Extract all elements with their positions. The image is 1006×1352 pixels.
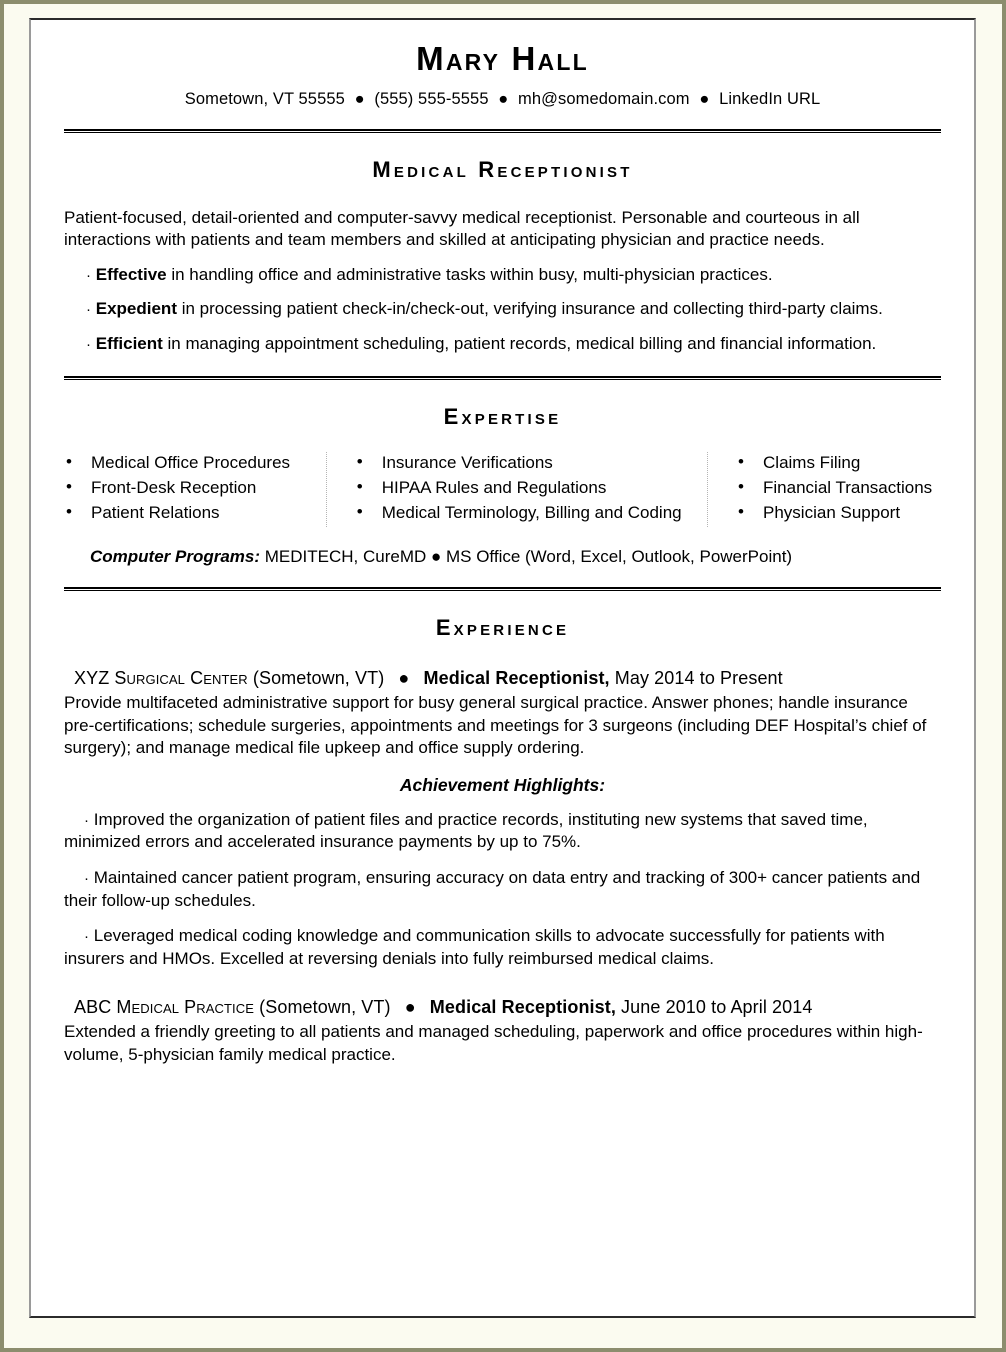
job-description: Provide multifaceted administrative support for busy general surgical practice. Answer phones; handle insurance pre-certifications; schedule surgeries, appointments and meetings for 3 surgeons (including DEF Hospital’s chief of surgery); and manage medical file upkeep and office supply ordering.	[64, 692, 927, 758]
resume-page	[29, 18, 976, 1318]
list-item: • Medical Terminology, Billing and Coding	[355, 502, 707, 524]
bullet-icon: ·	[84, 928, 89, 946]
list-item: • Front-Desk Reception	[64, 477, 316, 499]
expertise-column-1	[64, 452, 326, 527]
bullet-icon: ·	[84, 870, 89, 888]
job-title: Medical Receptionist,	[423, 667, 610, 688]
contact-phone: (555) 555-5555	[374, 89, 489, 108]
divider-expertise	[64, 587, 941, 591]
contact-location: Sometown, VT 55555	[184, 89, 345, 108]
job-separator-icon: ●	[404, 997, 416, 1018]
expertise-column-3	[707, 452, 941, 527]
summary-highlight-item	[64, 333, 941, 356]
list-item: • Medical Office Procedures	[64, 452, 316, 474]
expertise-column-2	[326, 452, 707, 527]
section-heading-expertise: Expertise	[443, 403, 562, 429]
summary-paragraph: Patient-focused, detail-oriented and computer-savvy medical receptionist. Personable and courteous in all interactions with patients and team members and skilled at anticipating physician and practice needs.	[64, 207, 860, 250]
computer-programs-value: MEDITECH, CureMD ● MS Office (Word, Excel, Outlook, PowerPoint)	[260, 546, 793, 566]
job-header	[64, 668, 941, 689]
list-item: • Physician Support	[736, 502, 941, 524]
computer-programs-line	[64, 547, 941, 567]
bullet-icon: ·	[86, 336, 91, 354]
list-item: • Claims Filing	[736, 452, 941, 474]
achievement-text: Improved the organization of patient files and practice records, instituting new systems that saved time, minimized errors and accelerated insurance payments by up to 75%.	[64, 809, 868, 852]
job-location: (Sometown, VT)	[252, 667, 385, 688]
job-dates: May 2014 to Present	[609, 667, 783, 688]
contact-separator-icon: ●	[498, 89, 509, 108]
job-location: (Sometown, VT)	[259, 997, 391, 1018]
contact-linkedin[interactable]: LinkedIn URL	[719, 89, 821, 108]
contact-separator-icon: ●	[699, 89, 710, 108]
summary-highlight-item	[64, 264, 941, 287]
highlight-lead: Effective	[95, 264, 167, 284]
list-item: • HIPAA Rules and Regulations	[355, 477, 707, 499]
bullet-icon: ·	[84, 811, 89, 829]
job-dates: June 2010 to April 2014	[615, 997, 813, 1018]
contact-line	[64, 90, 941, 109]
job-company: ABC Medical Practice	[74, 997, 255, 1018]
summary-highlight-item	[64, 298, 941, 321]
contact-separator-icon: ●	[354, 89, 365, 108]
achievement-item	[64, 809, 941, 854]
computer-programs-label: Computer Programs:	[90, 546, 261, 566]
bullet-icon: ·	[86, 301, 91, 319]
highlight-lead: Expedient	[95, 299, 177, 319]
job-header	[64, 997, 941, 1018]
list-item: • Financial Transactions	[736, 477, 941, 499]
divider-header	[64, 129, 941, 133]
divider-summary	[64, 376, 941, 380]
expertise-columns	[64, 452, 941, 527]
highlight-lead: Efficient	[95, 334, 163, 354]
achievement-item	[64, 925, 941, 970]
job-company: XYZ Surgical Center	[74, 667, 248, 688]
list-item: • Patient Relations	[64, 502, 316, 524]
section-heading-experience: Experience	[435, 614, 570, 640]
job-separator-icon: ●	[398, 667, 410, 688]
contact-email[interactable]: mh@somedomain.com	[518, 89, 690, 108]
achievement-text: Maintained cancer patient program, ensuring accuracy on data entry and tracking of 300+ cancer patients and their follow-up schedules.	[64, 868, 921, 910]
job-title-heading: Medical Receptionist	[372, 156, 633, 182]
page-title: Mary Hall	[416, 40, 589, 77]
bullet-icon: ·	[86, 266, 91, 284]
achievement-text: Leveraged medical coding knowledge and communication skills to advocate successfully for patients with insurers and HMOs. Excelled at reversing denials into fully reimbursed medical claims.	[64, 926, 885, 968]
highlight-text: in handling office and administrative tasks within busy, multi-physician practices.	[166, 264, 773, 284]
achievement-highlights-label: Achievement Highlights:	[399, 774, 606, 795]
job-description: Extended a friendly greeting to all patients and managed scheduling, paperwork and office procedures within high-volume, 5-physician family medical practice.	[64, 1022, 923, 1065]
achievement-item	[64, 867, 941, 912]
list-item: • Insurance Verifications	[355, 452, 707, 474]
job-title: Medical Receptionist,	[429, 997, 616, 1018]
highlight-text: in managing appointment scheduling, patient records, medical billing and financial information.	[162, 334, 877, 354]
highlight-text: in processing patient check-in/check-out, verifying insurance and collecting third-party claims.	[176, 299, 883, 319]
